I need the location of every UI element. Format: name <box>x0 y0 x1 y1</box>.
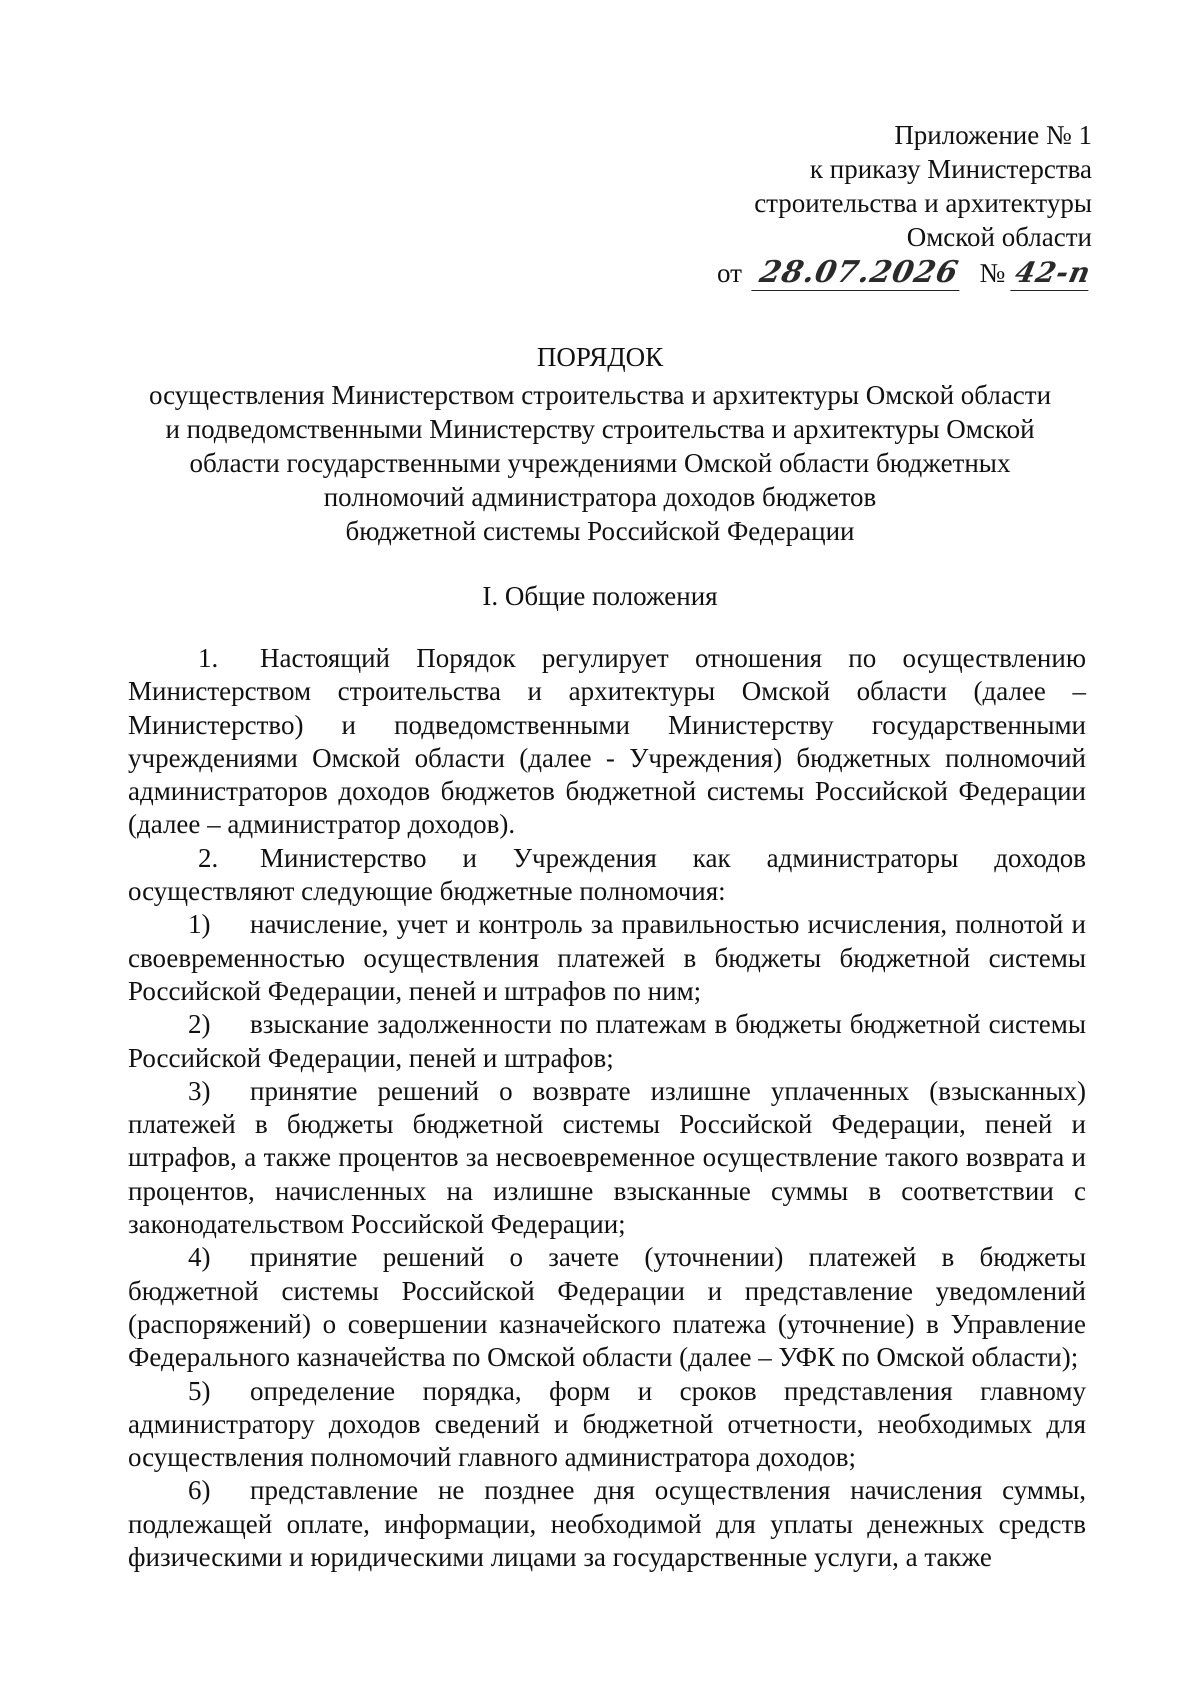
title-line-1: осуществления Министерством строительства и архитектуры Омской области <box>148 380 1052 410</box>
number-prefix: № <box>979 258 1006 288</box>
attachment-line-2: к приказу Министерства <box>809 154 1092 184</box>
subitem-text: взыскание задолженности по платежам в бюджеты бюджетной системы Российской Федерации, пеней и штрафов; <box>128 1009 1086 1073</box>
paragraph-1 <box>128 642 1086 842</box>
title-line-3: области государственными учреждениями Омской области бюджетных <box>189 448 1011 478</box>
attachment-header <box>717 118 1095 291</box>
paragraph-2 <box>128 842 1086 909</box>
subitem-text: представление не позднее дня осуществления начисления суммы, подлежащей оплате, информации, необходимой для уплаты денежных средств физическими и юридическими лицами за государственные услуги, а также <box>128 1475 1086 1573</box>
subitem-text: принятие решений о зачете (уточнении) платежей в бюджеты бюджетной системы Российской Федерации и представление уведомлений (распоряжений) о совершении казначейского платежа (уточнение) в Управление Федерального казначейства по Омской области (далее – УФК по Омской области); <box>128 1242 1086 1373</box>
section-heading: I. Общие положения <box>482 581 718 611</box>
attachment-line-4: Омской области <box>906 222 1092 252</box>
subitem-number: 2) <box>188 1009 211 1040</box>
subitem-number: 5) <box>188 1375 211 1406</box>
handwritten-order-number: 42-п <box>1012 256 1095 289</box>
subitem-number: 4) <box>188 1242 211 1273</box>
subitem-3 <box>128 1075 1086 1241</box>
subitem-number: 3) <box>188 1075 211 1106</box>
subitem-text: принятие решений о возврате излишне уплаченных (взысканных) платежей в бюджеты бюджетной системы Российской Федерации, пеней и штрафов, а также процентов за несвоевременное осуществление такого возврата и процентов, начисленных на излишне взысканные суммы в соответствии с законодательством Российской Федерации; <box>128 1075 1086 1240</box>
document-body <box>128 642 1086 1574</box>
order-date-line <box>717 255 1095 291</box>
date-prefix: от <box>717 258 742 288</box>
paragraph-number: 2. <box>198 842 219 873</box>
paragraph-text: Министерство и Учреждения как администраторы доходов осуществляют следующие бюджетные полномочия: <box>128 842 1086 907</box>
subitem-6 <box>128 1474 1086 1574</box>
title-main: ПОРЯДОК <box>536 342 664 372</box>
subitem-2 <box>128 1008 1086 1075</box>
subitem-5 <box>128 1375 1086 1475</box>
subitem-text: начисление, учет и контроль за правильностью исчисления, полнотой и своевременностью осуществления платежей в бюджеты бюджетной системы Российской Федерации, пеней и штрафов по ним; <box>128 909 1086 1006</box>
paragraph-number: 1. <box>198 643 219 673</box>
paragraph-text: Настоящий Порядок регулирует отношения по осуществлению Министерством строительства и архитектуры Омской области (далее – Министерство) и подведомственными Министерству государственными учреждениями Омской области (далее - Учреждения) бюджетных полномочий администраторов доходов бюджетов бюджетной системы Российской Федерации (далее – администратор доходов). <box>128 643 1086 840</box>
subitem-1 <box>128 908 1086 1008</box>
subitem-4 <box>128 1241 1086 1374</box>
document-title <box>120 340 1080 548</box>
title-line-4: полномочий администратора доходов бюджетов <box>323 482 877 512</box>
subitem-text: определение порядка, форм и сроков представления главному администратору доходов сведений и бюджетной отчетности, необходимых для осуществления полномочий главного администратора доходов; <box>128 1375 1086 1473</box>
handwritten-date: 28.07.2026 <box>751 256 966 291</box>
attachment-line-1: Приложение № 1 <box>894 120 1092 150</box>
subitem-number: 1) <box>188 909 211 940</box>
title-line-2: и подведомственными Министерству строительства и архитектуры Омской <box>165 414 1035 444</box>
subitem-number: 6) <box>188 1475 211 1506</box>
title-line-5: бюджетной системы Российской Федерации <box>345 516 855 546</box>
attachment-line-3: строительства и архитектуры <box>754 188 1092 218</box>
